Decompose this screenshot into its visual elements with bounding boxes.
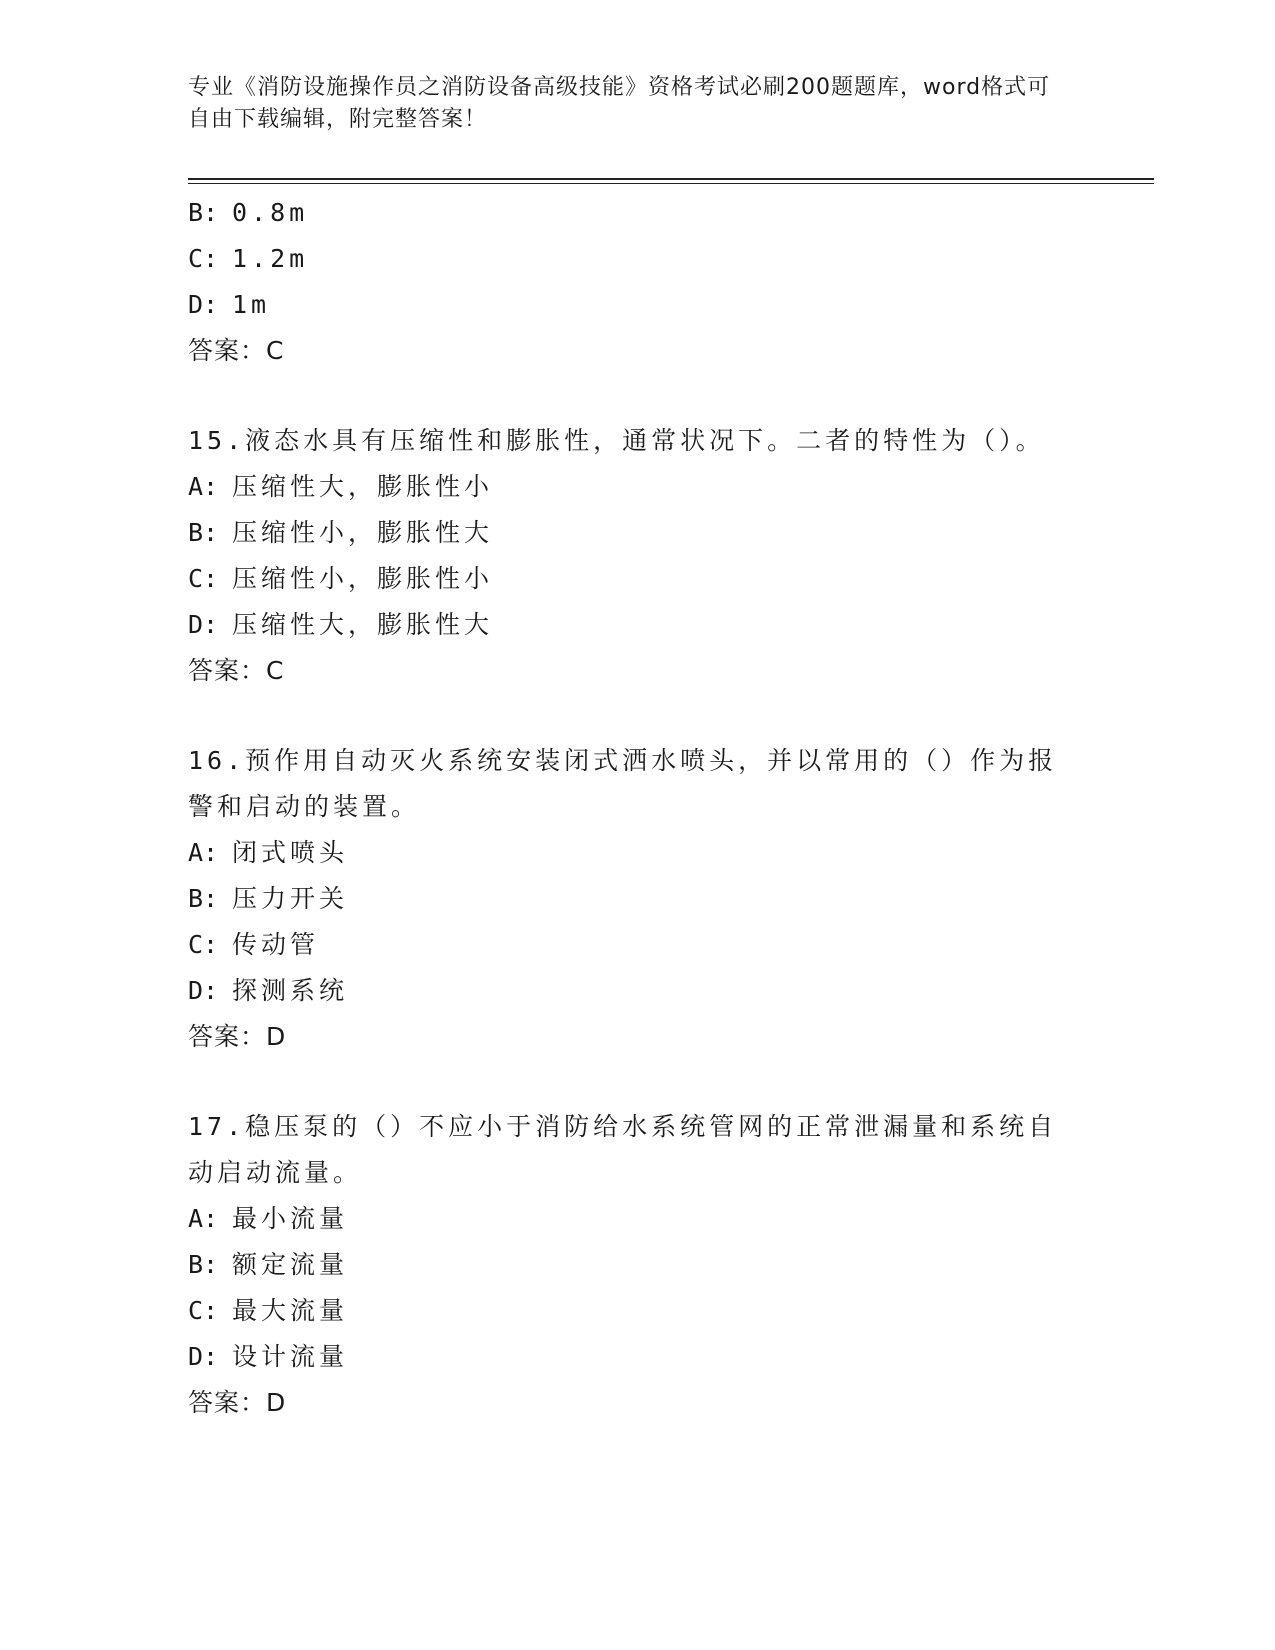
question-block-16 [188,738,1088,1060]
question-block-15 [188,418,1088,694]
option-d: D: 压缩性大，膨胀性大 [188,610,494,639]
option-c: C: 1.2m [188,244,309,273]
option-b: B: 压力开关 [188,884,349,913]
header-divider-thick [188,178,1154,180]
question-list [188,190,1088,1426]
question-text: 16.预作用自动灭火系统安装闭式洒水喷头，并以常用的（）作为报警和启动的装置。 [188,746,1058,821]
answer-line: 答案：C [188,336,285,365]
document-header: 专业《消防设施操作员之消防设备高级技能》资格考试必刷200题题库，word格式可自由下载编辑，附完整答案！ [188,75,1051,132]
option-c: C: 压缩性小，膨胀性小 [188,564,494,593]
prev-question-block [188,190,1088,374]
header-divider-thin [188,183,1154,184]
question-block-17 [188,1104,1088,1426]
option-a: A: 闭式喷头 [188,838,349,867]
answer-line: 答案：D [188,1388,287,1417]
question-text: 15.液态水具有压缩性和膨胀性，通常状况下。二者的特性为（）。 [188,426,1045,455]
option-a: A: 压缩性大，膨胀性小 [188,472,494,501]
option-b: B: 额定流量 [188,1250,349,1279]
answer-line: 答案：C [188,656,285,685]
option-d: D: 设计流量 [188,1342,349,1371]
option-c: C: 最大流量 [188,1296,349,1325]
answer-line: 答案：D [188,1022,287,1051]
option-b: B: 压缩性小，膨胀性大 [188,518,494,547]
option-a: A: 最小流量 [188,1204,349,1233]
option-d: D: 探测系统 [188,976,349,1005]
question-text: 17.稳压泵的（）不应小于消防给水系统管网的正常泄漏量和系统自动启动流量。 [188,1112,1058,1187]
option-d: D: 1m [188,290,271,319]
option-b: B: 0.8m [188,198,309,227]
option-c: C: 传动管 [188,930,320,959]
